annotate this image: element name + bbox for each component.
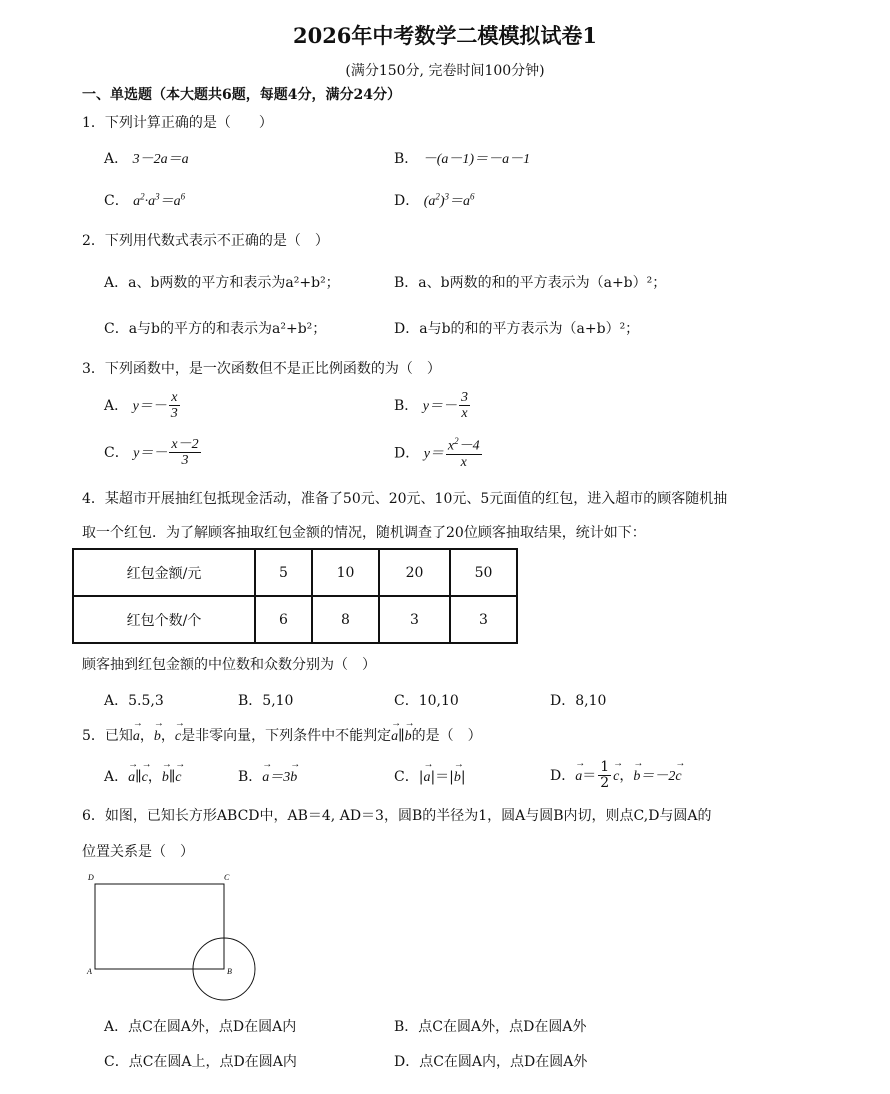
question-3-option-c: C． y＝－ $\frac{x-2}{3}$: [104, 437, 199, 469]
label-a: A: [87, 967, 92, 976]
question-4-question: 顾客抽到红包金额的中位数和众数分别为（ ）: [82, 657, 376, 673]
question-4-option-c: C．10,10: [394, 693, 459, 709]
rectangle-abcd: [95, 884, 224, 969]
table-row: [73, 596, 517, 643]
section-heading: 一、单选题（本大题共6题，每题4分，满分24分）: [82, 87, 401, 103]
question-4-option-a: A．5.5,3: [104, 693, 164, 709]
question-1-stem: 1．下列计算正确的是（ ）: [82, 115, 273, 131]
question-2-option-c: C．a与b的平方的和表示为a²+b²；: [104, 321, 327, 337]
question-3-option-a: A． y＝－ $\frac{x}{3}$: [104, 390, 178, 422]
question-1-option-b: B． －(a－1)＝－a－1: [394, 151, 531, 167]
question-3-stem: 3．下列函数中，是一次函数但不是正比例函数的为（ ）: [82, 361, 441, 377]
question-1-option-c: C． $a^2\cdot a^3=a^6$: [104, 191, 186, 209]
option-math: $(a^2)^3=a^6$: [423, 191, 475, 209]
question-2-stem: 2．下列用代数式表示不正确的是（ ）: [82, 233, 329, 249]
question-2-option-d: D．a与b的和的平方表示为（a+b）²；: [394, 321, 640, 337]
question-5-option-b: B．→ a＝3→ b: [238, 766, 297, 786]
question-4-stem-line1: 4．某超市开展抽红包抵现金活动，准备了50元、20元、10元、5元面值的红包，进入超市的顾客随机抽: [82, 491, 728, 507]
question-4-stem-line2: 取一个红包．为了解顾客抽取红包金额的情况，随机调查了20位顾客抽取结果，统计如下：: [82, 525, 646, 541]
table-row: [73, 549, 517, 596]
question-5-option-c: C．|→ a|＝|→ b|: [394, 766, 466, 786]
question-2-option-b: B．a、b两数的和的平方表示为（a+b）²；: [394, 275, 667, 291]
rectangle-circle-figure: [82, 868, 272, 1008]
question-6-stem-line2: 位置关系是（ ）: [82, 844, 194, 860]
page-subtitle: (满分150分, 完卷时间100分钟): [345, 63, 545, 79]
table-header-cell: 红包金额/元: [73, 549, 255, 596]
question-5-option-a: A．→ a∥→ c，→ b∥→ c: [104, 766, 182, 786]
label-d: D: [88, 873, 94, 882]
table-cell: 10: [312, 549, 379, 596]
label-b: B: [227, 967, 232, 976]
table-cell: 6: [255, 596, 312, 643]
question-2-option-a: A．a、b两数的平方和表示为a²+b²；: [104, 275, 340, 291]
table-header-cell: 红包个数/个: [73, 596, 255, 643]
question-1-option-d: D． $(a^2)^3=a^6$: [394, 191, 475, 209]
question-6-option-a: A．点C在圆A外，点D在圆A内: [104, 1019, 297, 1035]
table-cell: 3: [379, 596, 450, 643]
option-math: $a^2\cdot a^3=a^6$: [133, 191, 186, 209]
question-6-option-d: D．点C在圆A内，点D在圆A外: [394, 1054, 588, 1070]
question-6-option-c: C．点C在圆A上，点D在圆A内: [104, 1054, 297, 1070]
table-cell: 5: [255, 549, 312, 596]
question-6-option-b: B．点C在圆A外，点D在圆A外: [394, 1019, 587, 1035]
table-cell: 50: [450, 549, 517, 596]
question-5-option-d: D．→ a＝ $\frac{1}{2}$ → c，→ b＝－2→ c: [550, 760, 682, 792]
table-cell: 8: [312, 596, 379, 643]
option-math: －(a－1)＝－a－1: [422, 152, 531, 167]
question-5-stem: 5．已知→ a，→ b，→ c是非零向量，下列条件中不能判定→ a∥→ b的是（ ）: [82, 725, 482, 745]
question-3-option-b: B． y＝－ $\frac{3}{x}$: [394, 390, 468, 422]
question-6-stem-line1: 6．如图，已知长方形ABCD中，AB＝4, AD＝3，圆B的半径为1，圆A与圆B内切，则点C,D与圆A的: [82, 808, 712, 824]
question-4-option-b: B．5,10: [238, 693, 294, 709]
red-packet-table: [72, 548, 518, 644]
page-title: 2026年中考数学二模模拟试卷1: [292, 23, 598, 48]
table-cell: 3: [450, 596, 517, 643]
table-cell: 20: [379, 549, 450, 596]
question-4-option-d: D．8,10: [550, 693, 607, 709]
option-math: 3－2a＝a: [132, 152, 189, 167]
question-3-option-d: D． y＝ $\frac{x^2-4}{x}$: [394, 436, 480, 471]
label-c: C: [224, 873, 230, 882]
question-1-option-a: A． 3－2a＝a: [104, 151, 189, 167]
